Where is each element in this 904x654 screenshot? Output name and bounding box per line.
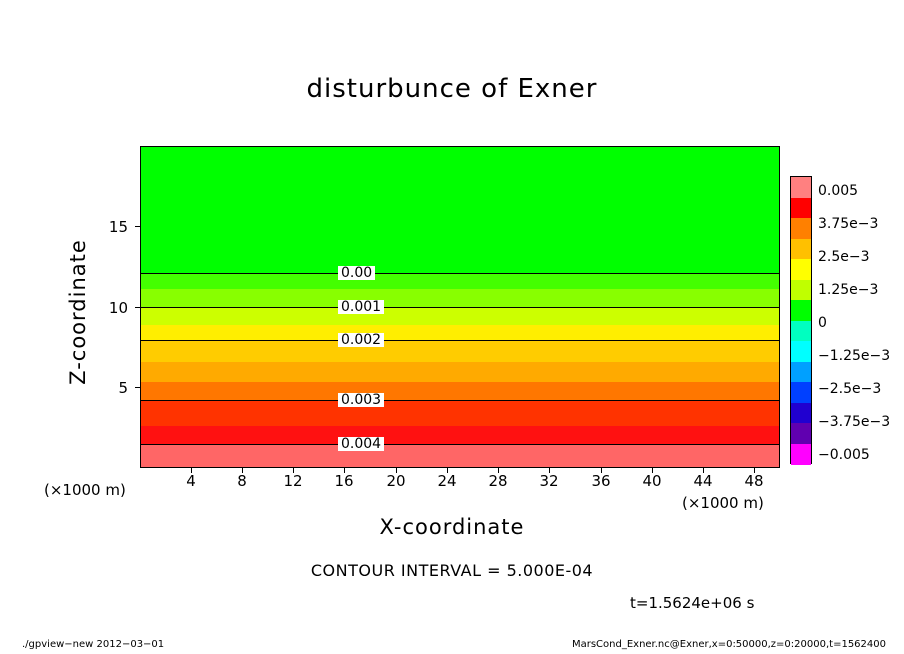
contour-band — [141, 340, 779, 362]
contour-label: 0.00 — [338, 266, 375, 280]
colorbar-segment — [791, 239, 811, 260]
x-tick-label: 32 — [539, 472, 559, 490]
contour-band — [141, 289, 779, 307]
colorbar-tick-label: 3.75e−3 — [818, 216, 879, 232]
colorbar-segment — [791, 280, 811, 301]
contour-line-0.001 — [141, 307, 779, 308]
colorbar-segment — [791, 362, 811, 383]
contour-label: 0.004 — [338, 437, 384, 451]
contour-line-0.00 — [141, 273, 779, 274]
y-tick-label: 15 — [108, 218, 128, 236]
contour-band — [141, 325, 779, 340]
colorbar-tick-label: 2.5e−3 — [818, 249, 870, 265]
contour-plot — [140, 146, 780, 468]
colorbar-segment — [791, 198, 811, 219]
colorbar-segment — [791, 423, 811, 444]
colorbar-segment — [791, 218, 811, 239]
x-axis-label: X-coordinate — [379, 515, 525, 539]
colorbar-tick-label: −0.005 — [818, 447, 870, 463]
x-tick-label: 24 — [437, 472, 457, 490]
x-tick-label: 8 — [237, 472, 247, 490]
colorbar-segment — [791, 403, 811, 424]
contour-label: 0.001 — [338, 300, 384, 314]
contour-band — [141, 362, 779, 382]
y-axis-label: Z-coordinate — [66, 239, 90, 385]
contour-label: 0.003 — [338, 393, 384, 407]
time-stamp: t=1.5624e+06 s — [630, 594, 755, 612]
colorbar-tick-label: 0.005 — [818, 183, 859, 199]
x-tick-label: 4 — [186, 472, 196, 490]
x-tick-label: 40 — [642, 472, 662, 490]
x-tick-label: 20 — [386, 472, 406, 490]
x-tick-label: 28 — [488, 472, 508, 490]
contour-band — [141, 382, 779, 400]
colorbar-tick-label: −3.75e−3 — [818, 414, 891, 430]
z-axis-unit: (×1000 m) — [44, 481, 126, 499]
colorbar-segment — [791, 382, 811, 403]
colorbar-tick-label: −1.25e−3 — [818, 348, 891, 364]
y-tick — [135, 387, 140, 388]
colorbar-segment — [791, 177, 811, 198]
y-tick — [135, 307, 140, 308]
contour-label: 0.002 — [338, 333, 384, 347]
colorbar — [790, 176, 812, 464]
y-tick-label: 10 — [108, 299, 128, 317]
footer-right-text: MarsCond_Exner.nc@Exner,x=0:50000,z=0:20000,t=1562400 — [571, 639, 886, 650]
colorbar-tick-label: 1.25e−3 — [818, 282, 879, 298]
colorbar-tick-label: −2.5e−3 — [818, 381, 882, 397]
x-tick-label: 44 — [693, 472, 713, 490]
contour-band — [141, 400, 779, 426]
contour-line-0.003 — [141, 400, 779, 401]
colorbar-segment — [791, 259, 811, 280]
colorbar-segment — [791, 321, 811, 342]
x-tick-label: 12 — [283, 472, 303, 490]
colorbar-tick-label: 0 — [818, 315, 827, 331]
y-tick-label: 5 — [118, 379, 128, 397]
footer-left-text: ./gpview−new 2012−03−01 — [22, 639, 165, 650]
contour-interval-text: CONTOUR INTERVAL = 5.000E-04 — [310, 561, 594, 580]
contour-line-0.004 — [141, 444, 779, 445]
colorbar-segment — [791, 341, 811, 362]
contour-band — [141, 307, 779, 325]
contour-line-0.002 — [141, 340, 779, 341]
colorbar-segment — [791, 444, 811, 466]
x-tick-label: 48 — [744, 472, 764, 490]
x-tick-label: 16 — [334, 472, 354, 490]
contour-band — [141, 273, 779, 289]
y-tick — [135, 226, 140, 227]
page-title: disturbunce of Exner — [306, 74, 598, 104]
contour-band — [141, 444, 779, 468]
contour-band — [141, 147, 779, 273]
x-tick-label: 36 — [591, 472, 611, 490]
x-axis-unit: (×1000 m) — [682, 494, 764, 512]
contour-band — [141, 426, 779, 444]
colorbar-segment — [791, 300, 811, 321]
